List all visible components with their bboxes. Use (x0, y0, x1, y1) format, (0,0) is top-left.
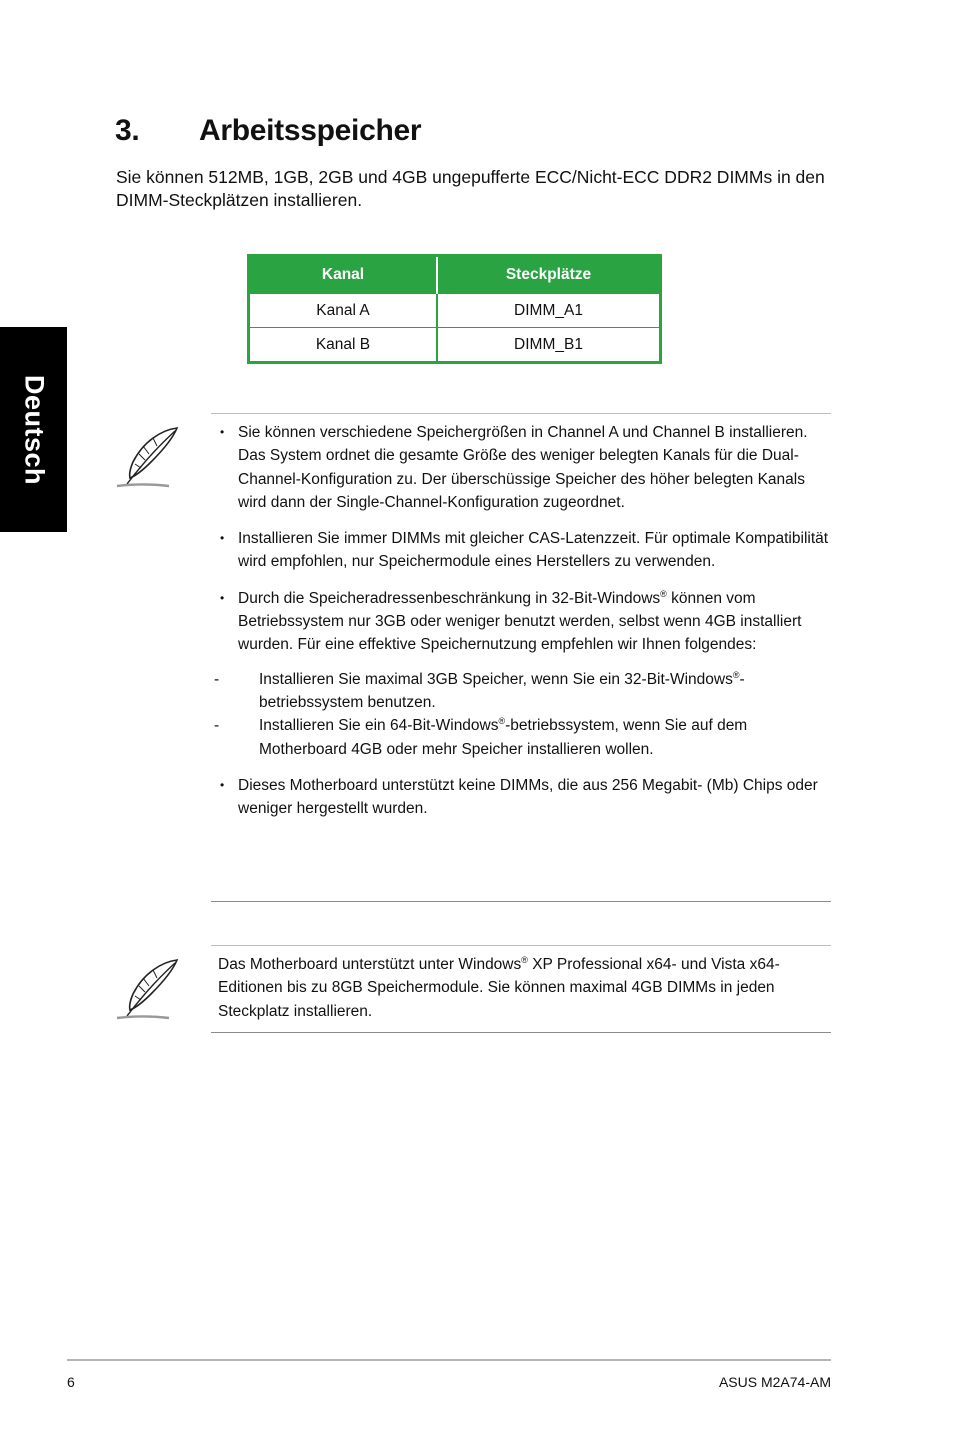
table-row (249, 294, 661, 328)
language-label: Deutsch (19, 374, 49, 485)
table-header-row (249, 256, 661, 294)
feather-note-icon (113, 424, 185, 490)
table-header-cell: Kanal (249, 256, 438, 294)
intro-paragraph: Sie können 512MB, 1GB, 2GB und 4GB ungepufferte ECC/Nicht-ECC DDR2 DIMMs in den DIMM-Steckplätzen installieren. (116, 167, 825, 210)
product-name: ASUS M2A74-AM (718, 1374, 831, 1390)
language-side-tab (0, 327, 67, 532)
feather-note-icon (113, 956, 185, 1022)
table-cell: DIMM_A1 (437, 294, 661, 328)
list-item: • Sie können verschiedene Speichergrößen in Channel A und Channel B installieren. Das System ordnet die gesamte Größe des weniger belegten Kanals für die Dual-Channel-Konfiguration zu. Der überschüssige Speicher des höher belegten Kanals wird dann der Single-Channel-Konfiguration zugeordnet. (220, 424, 808, 511)
table-cell: Kanal B (249, 328, 438, 363)
memory-notes-box (211, 413, 831, 902)
windows-memory-note-box (211, 945, 831, 1033)
sub-list-item: - Installieren Sie maximal 3GB Speicher, wenn Sie ein 32-Bit-Windows®-betriebssystem benutzen. (214, 669, 745, 711)
section-number: 3. (115, 114, 140, 147)
table-cell: DIMM_B1 (437, 328, 661, 363)
table-header-cell: Steckplätze (437, 256, 661, 294)
footer-divider (67, 1359, 831, 1361)
page-number: 6 (67, 1374, 75, 1390)
note-paragraph: Das Motherboard unterstützt unter Windows® XP Professional x64- und Vista x64-Editionen bis zu 8GB Speichermodule. Sie können maximal 4GB DIMMs in jeden Steckplatz installieren. (218, 954, 780, 1020)
list-item: • Installieren Sie immer DIMMs mit gleicher CAS-Latenzzeit. Für optimale Kompatibilität wird empfohlen, nur Speichermodule eines Herstellers zu verwenden. (220, 530, 829, 571)
table-row (249, 328, 661, 363)
channel-slot-table (247, 254, 662, 364)
list-item: • Durch die Speicheradressenbeschränkung in 32-Bit-Windows® können vom Betriebssystem nur 3GB oder weniger benutzt werden, selbst wenn 4GB installiert wurden. Für eine effektive Speichernutzung empfehlen wir Ihnen folgendes: - Installieren Sie maximal 3GB Speicher, wenn Sie ein 32-Bit-Windows®-betriebssystem benutzen. - Installieren Sie ein 64-Bit-Windows®-betriebssystem, wenn Sie auf dem Motherboard 4GB oder mehr Speicher installieren wollen. (211, 587, 831, 761)
section-heading (115, 114, 421, 148)
section-title: Arbeitsspeicher (199, 114, 422, 147)
list-item: • Dieses Motherboard unterstützt keine DIMMs, die aus 256 Megabit- (Mb) Chips oder weniger hergestellt wurden. (220, 776, 818, 818)
table-cell: Kanal A (249, 294, 438, 328)
sub-list-item: - Installieren Sie ein 64-Bit-Windows®-betriebssystem, wenn Sie auf dem Motherboard 4GB oder mehr Speicher installieren wollen. (214, 716, 748, 758)
